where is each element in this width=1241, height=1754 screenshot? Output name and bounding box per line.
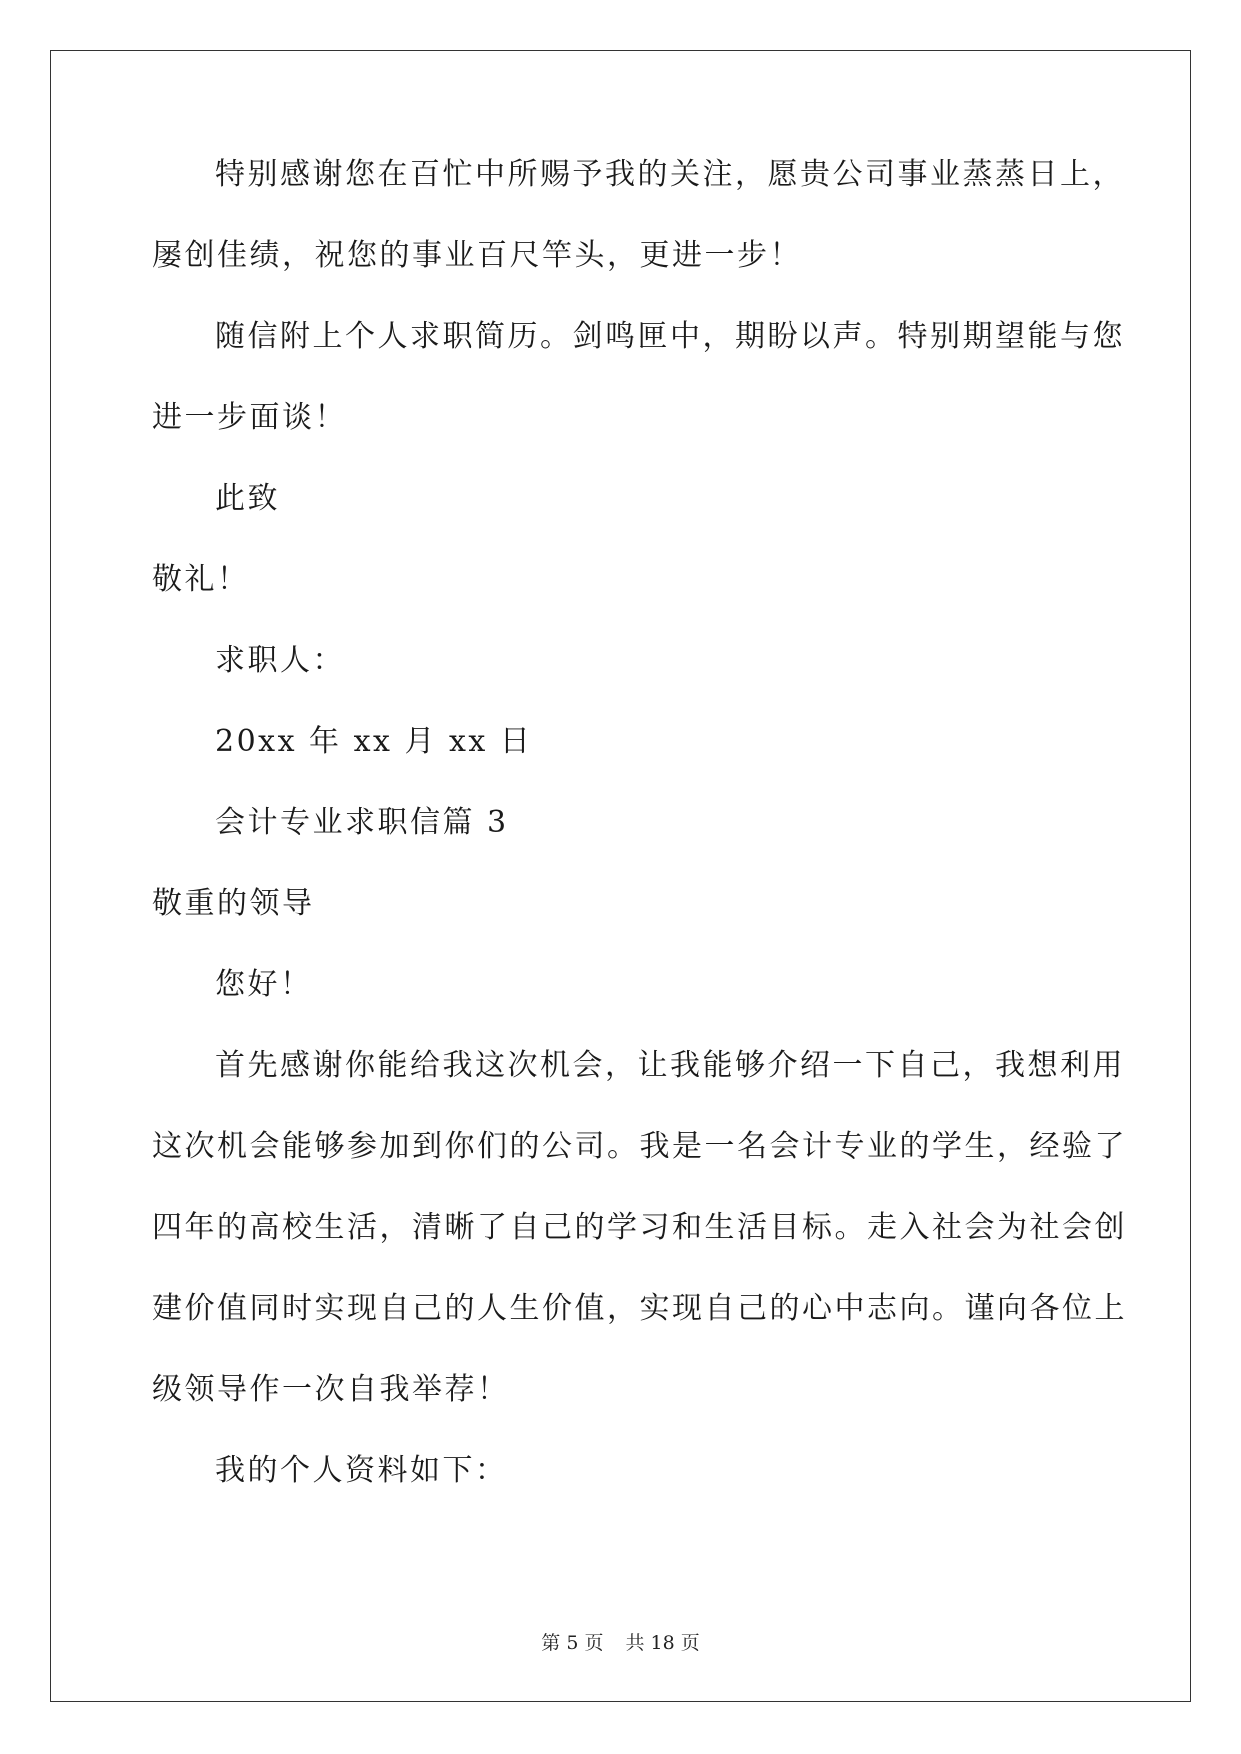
page-number: 第 5 页 (541, 1632, 604, 1654)
closing-salutation: 此致 (215, 481, 280, 516)
section-title: 会计专业求职信篇 3 (215, 805, 509, 840)
greeting-recipient: 敬重的领导 (152, 886, 315, 921)
paragraph-line: 进一步面谈！ (152, 400, 347, 435)
paragraph-line: 特别感谢您在百忙中所赐予我的关注，愿贵公司事业蒸蒸日上， (215, 157, 1125, 192)
date-line: 20xx 年 xx 月 xx 日 (215, 724, 533, 759)
greeting-line: 您好！ (215, 967, 313, 1002)
paragraph-line: 这次机会能够参加到你们的公司。我是一名会计专业的学生，经验了 (152, 1129, 1127, 1164)
paragraph-line: 级领导作一次自我举荐！ (152, 1372, 510, 1407)
paragraph-line: 首先感谢你能给我这次机会，让我能够介绍一下自己，我想利用 (215, 1048, 1125, 1083)
paragraph-line: 建价值同时实现自己的人生价值，实现自己的心中志向。谨向各位上 (152, 1291, 1127, 1326)
document-body (152, 157, 1127, 1537)
paragraph-line: 屡创佳绩，祝您的事业百尺竿头，更进一步！ (152, 238, 802, 273)
page-footer (0, 1628, 1241, 1655)
signature-label: 求职人： (215, 643, 345, 678)
paragraph-line: 随信附上个人求职简历。剑鸣匣中，期盼以声。特别期望能与您 (215, 319, 1125, 354)
page-total: 共 18 页 (625, 1632, 700, 1654)
paragraph-line: 我的个人资料如下： (215, 1453, 508, 1488)
closing-regards: 敬礼！ (152, 562, 250, 597)
paragraph-line: 四年的高校生活，清晰了自己的学习和生活目标。走入社会为社会创 (152, 1210, 1127, 1245)
